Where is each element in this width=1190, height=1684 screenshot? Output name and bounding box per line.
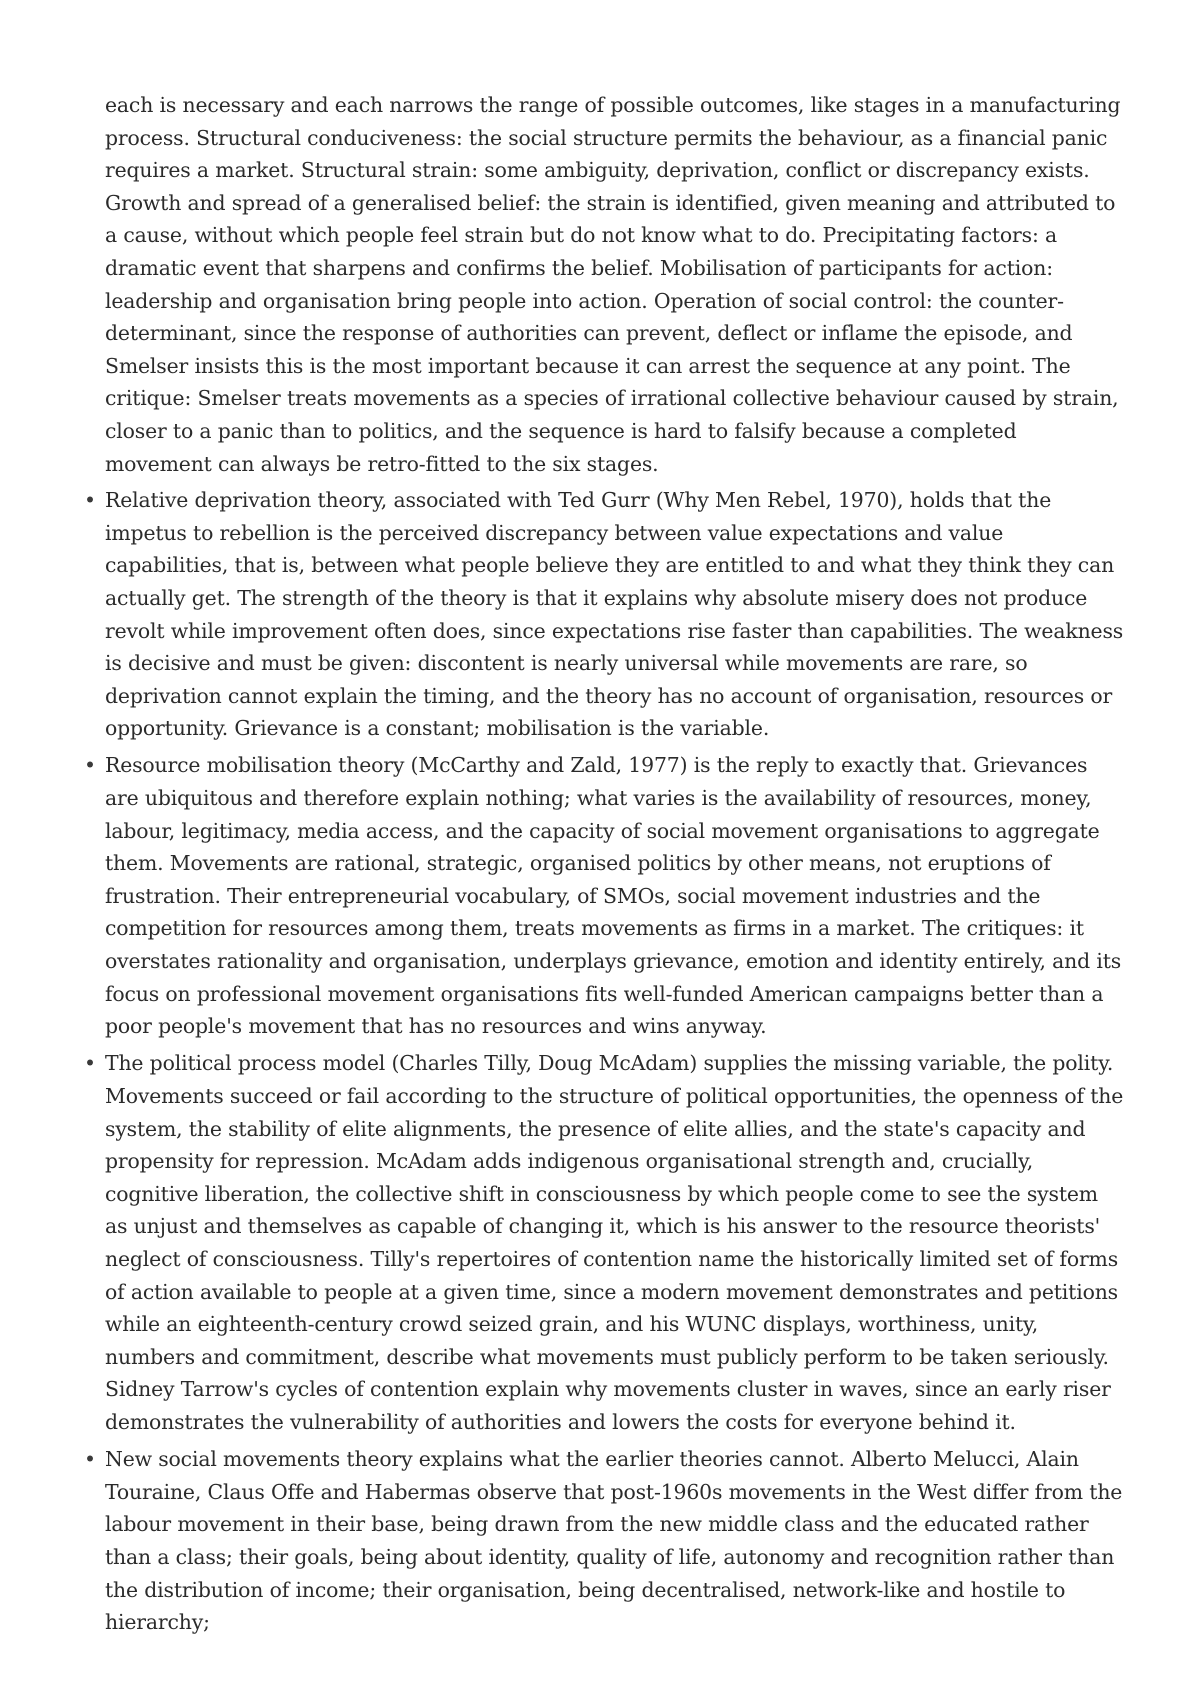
bullet-item-political-process: [84, 1047, 1125, 1438]
document-page: [84, 89, 1125, 1643]
bullet-item-new-social-movements: [84, 1443, 1125, 1639]
bullet-marker: •: [84, 1447, 96, 1472]
bullet-item-relative-deprivation: [84, 484, 1125, 745]
bullet-item-resource-mobilisation: [84, 749, 1125, 1042]
bullet-marker: •: [84, 1051, 96, 1076]
continued-paragraph: each is necessary and each narrows the range of possible outcomes, like stages in a manufacturing process. Structural conduciveness: the social structure permits the behaviour, as a financial panic requires a market. Structural strain: some ambiguity, deprivation, conflict or discrepancy exists. Growth and spread of a generalised belief: the strain is identified, given meaning and attributed to a cause, without which people feel strain but do not know what to do. Precipitating factors: a dramatic event that sharpens and confirms the belief. Mobilisation of participants for action: leadership and organisation bring people into action. Operation of social control: the counter-determinant, since the response of authorities can prevent, deflect or inflame the episode, and Smelser insists this is the most important because it can arrest the sequence at any point. The critique: Smelser treats movements as a species of irrational collective behaviour caused by strain, closer to a panic than to politics, and the sequence is hard to falsify because a completed movement can always be retro-fitted to the six stages.: [105, 93, 1121, 476]
bullet-text: Relative deprivation theory, associated with Ted Gurr (Why Men Rebel, 1970), holds that the impetus to rebellion is the perceived discrepancy between value expectations and value capabilities, that is, between what people believe they are entitled to and what they think they can actually get. The strength of the theory is that it explains why absolute misery does not produce revolt while improvement often does, since expectations rise faster than capabilities. The weakness is decisive and must be given: discontent is nearly universal while movements are rare, so deprivation cannot explain the timing, and the theory has no account of organisation, resources or opportunity. Grievance is a constant; mobilisation is the variable.: [105, 488, 1124, 741]
bullet-text: New social movements theory explains what the earlier theories cannot. Alberto Melucci, Alain Touraine, Claus Offe and Habermas observe that post-1960s movements in the West differ from the labour movement in their base, being drawn from the new middle class and the educated rather than a class; their goals, being about identity, quality of life, autonomy and recognition rather than the distribution of income; their organisation, being decentralised, network-like and hostile to hierarchy;: [105, 1447, 1123, 1635]
bullet-marker: •: [84, 488, 96, 513]
bullet-text: Resource mobilisation theory (McCarthy and Zald, 1977) is the reply to exactly that. Grievances are ubiquitous and therefore explain nothing; what varies is the availability of resources, money, labour, legitimacy, media access, and the capacity of social movement organisations to aggregate them. Movements are rational, strategic, organised politics by other means, not eruptions of frustration. Their entrepreneurial vocabulary, of SMOs, social movement industries and the competition for resources among them, treats movements as firms in a market. The critiques: it overstates rationality and organisation, underplays grievance, emotion and identity entirely, and its focus on professional movement organisations fits well-funded American campaigns better than a poor people's movement that has no resources and wins anyway.: [105, 753, 1122, 1039]
bullet-text: The political process model (Charles Tilly, Doug McAdam) supplies the missing variable, the polity. Movements succeed or fail according to the structure of political opportunities, the openness of the system, the stability of elite alignments, the presence of elite allies, and the state's capacity and propensity for repression. McAdam adds indigenous organisational strength and, crucially, cognitive liberation, the collective shift in consciousness by which people come to see the system as unjust and themselves as capable of changing it, which is his answer to the resource theorists' neglect of consciousness. Tilly's repertoires of contention name the historically limited set of forms of action available to people at a given time, since a modern movement demonstrates and petitions while an eighteenth-century crowd seized grain, and his WUNC displays, worthiness, unity, numbers and commitment, describe what movements must publicly perform to be taken seriously. Sidney Tarrow's cycles of contention explain why movements cluster in waves, since an early riser demonstrates the vulnerability of authorities and lowers the costs for everyone behind it.: [105, 1051, 1124, 1434]
bullet-list: [84, 484, 1125, 1639]
bullet-marker: •: [84, 753, 96, 778]
